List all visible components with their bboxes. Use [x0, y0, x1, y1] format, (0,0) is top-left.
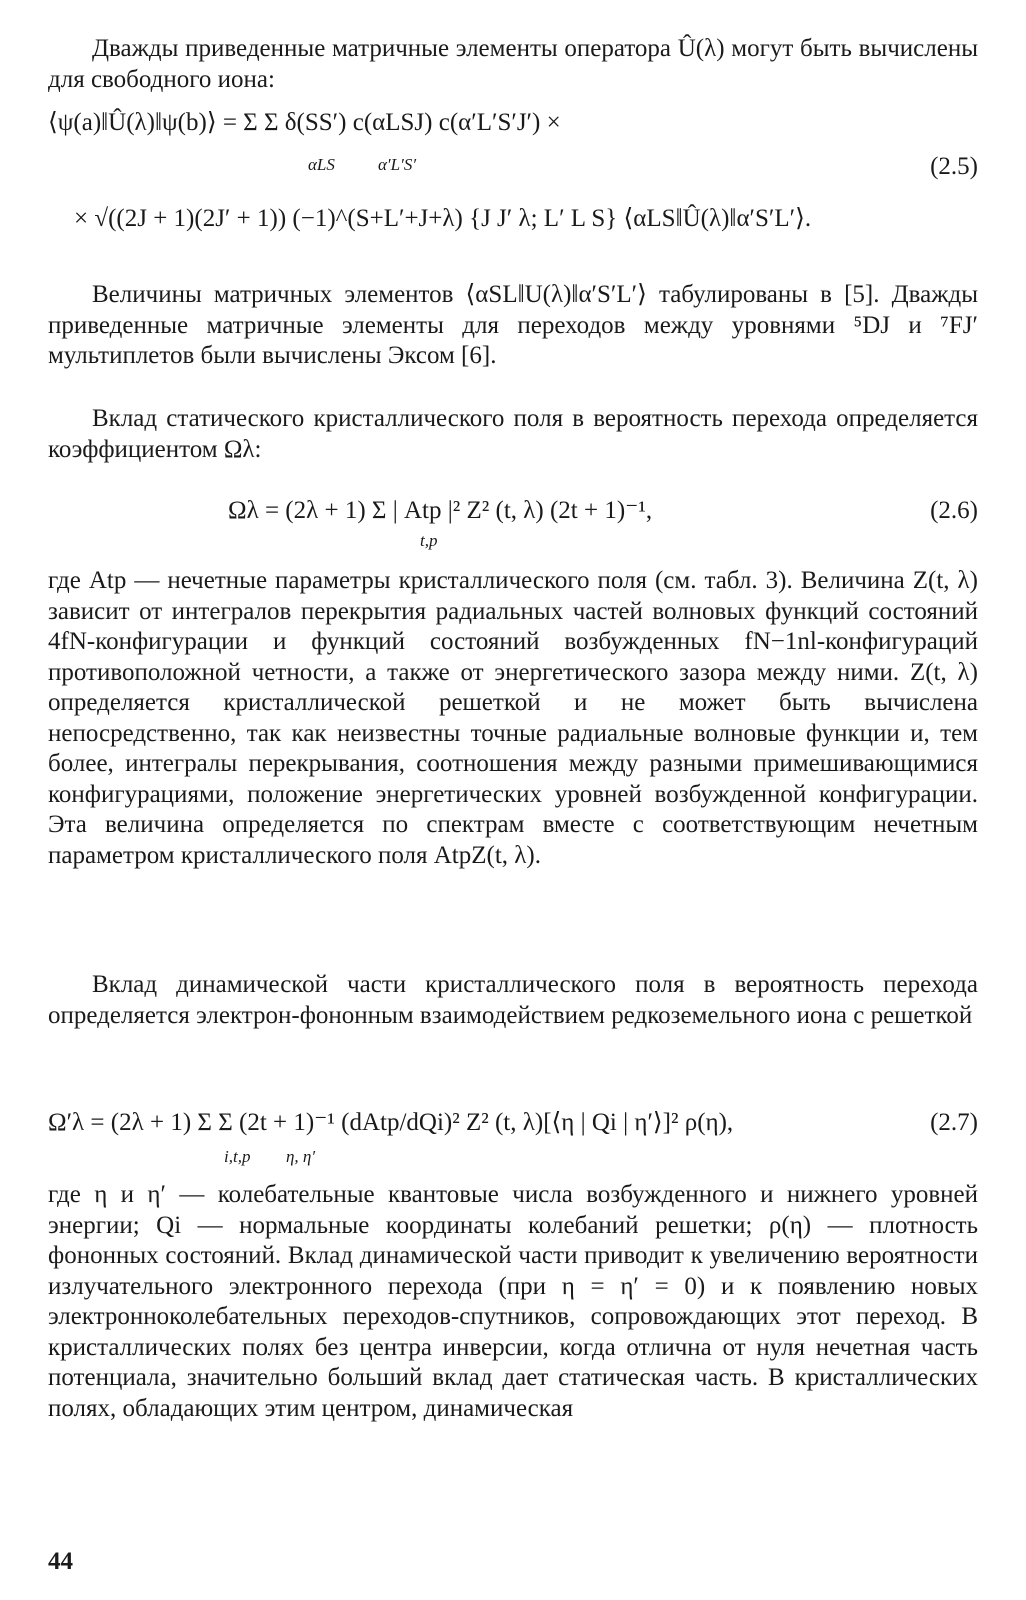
equation-2-5	[48, 108, 978, 258]
equation-2-6-body: Ωλ = (2λ + 1) Σ | Atp |² Z² (t, λ) (2t + 1)⁻¹,	[228, 497, 653, 524]
paragraph-2	[48, 404, 978, 465]
paragraph-5-text: где η и η′ — колебательные квантовые числа возбужденного и нижнего уровней энергии; Qi — нормальные координаты колебаний решетки; ρ(η) — плотность фононных состояний. Вклад динамической части приводит к увеличению вероятности излучательного электронного перехода (при η = η′ = 0) и к появлению новых электронноколебательных переходов-спутников, сопровождающих этот переход. В кристаллических полях без центра инверсии, когда отлична от нуля нечетная часть потенциала, значительно больший вклад дает статическая часть. В кристаллических полях, обладающих этим центром, динамическая	[48, 1181, 978, 1422]
equation-2-5-number: (2.5)	[930, 153, 978, 180]
equation-2-6	[48, 496, 978, 556]
paragraph-5	[48, 1180, 978, 1424]
equation-2-7-sum1-index: i,t,p	[224, 1147, 251, 1166]
equation-2-7-number: (2.7)	[930, 1109, 978, 1136]
paragraph-4	[48, 970, 978, 1031]
equation-2-5-line2: × √((2J + 1)(2J′ + 1)) (−1)^(S+L′+J+λ) {J J′ λ; L′ L S} ⟨αLS‖Û(λ)‖α′S′L′⟩.	[74, 205, 812, 232]
equation-2-6-sum-index: t,p	[420, 531, 438, 550]
paragraph-2-text: Вклад статического кристаллического поля в вероятность перехода определяется коэффициентом Ωλ:	[48, 405, 978, 463]
equation-2-5-sum2-index: α′L′S′	[378, 155, 417, 174]
equation-2-7-sum2-index: η, η′	[286, 1147, 316, 1166]
paragraph-1	[48, 280, 978, 372]
equation-2-5-sum1-index: αLS	[308, 155, 335, 174]
intro-paragraph	[48, 34, 978, 95]
equation-2-6-number: (2.6)	[930, 497, 978, 524]
equation-2-7	[48, 1108, 978, 1178]
intro-text: Дважды приведенные матричные элементы оператора Û(λ) могут быть вычислены для свободного иона:	[48, 35, 978, 93]
equation-2-7-body: Ω′λ = (2λ + 1) Σ Σ (2t + 1)⁻¹ (dAtp/dQi)² Z² (t, λ)[⟨η | Qi | η′⟩]² ρ(η),	[48, 1109, 734, 1136]
equation-2-5-line1: ⟨ψ(a)‖Û(λ)‖ψ(b)⟩ = Σ Σ δ(SS′) c(αLSJ) c(α′L′S′J′) ×	[48, 109, 561, 136]
page-number: 44	[48, 1548, 73, 1575]
paragraph-3	[48, 566, 978, 871]
paragraph-4-text: Вклад динамической части кристаллического поля в вероятность перехода определяется электрон-фононным взаимодействием редкоземельного иона с решеткой	[48, 971, 978, 1029]
paragraph-1-text: Величины матричных элементов ⟨αSL‖U(λ)‖α′S′L′⟩ табулированы в [5]. Дважды приведенные матричные элементы для переходов между уровнями ⁵DJ и ⁷FJ′ мультиплетов были вычислены Эксом [6].	[48, 281, 978, 369]
paragraph-3-text: где Atp — нечетные параметры кристаллического поля (см. табл. 3). Величина Z(t, λ) зависит от интегралов перекрытия радиальных частей волновых функций состояний 4fN-конфигурации и функций состояний возбужденных fN−1nl-конфигураций противоположной четности, а также от энергетического зазора между ними. Z(t, λ) определяется кристаллической решеткой и не может быть вычислена непосредственно, так как неизвестны точные радиальные волновые функции и, тем более, интегралы перекрывания, соотношения между разными примешивающимися конфигурациями, положение энергетических уровней возбужденной конфигурации. Эта величина определяется по спектрам вместе с соответствующим нечетным параметром кристаллического поля AtpZ(t, λ).	[48, 567, 978, 869]
